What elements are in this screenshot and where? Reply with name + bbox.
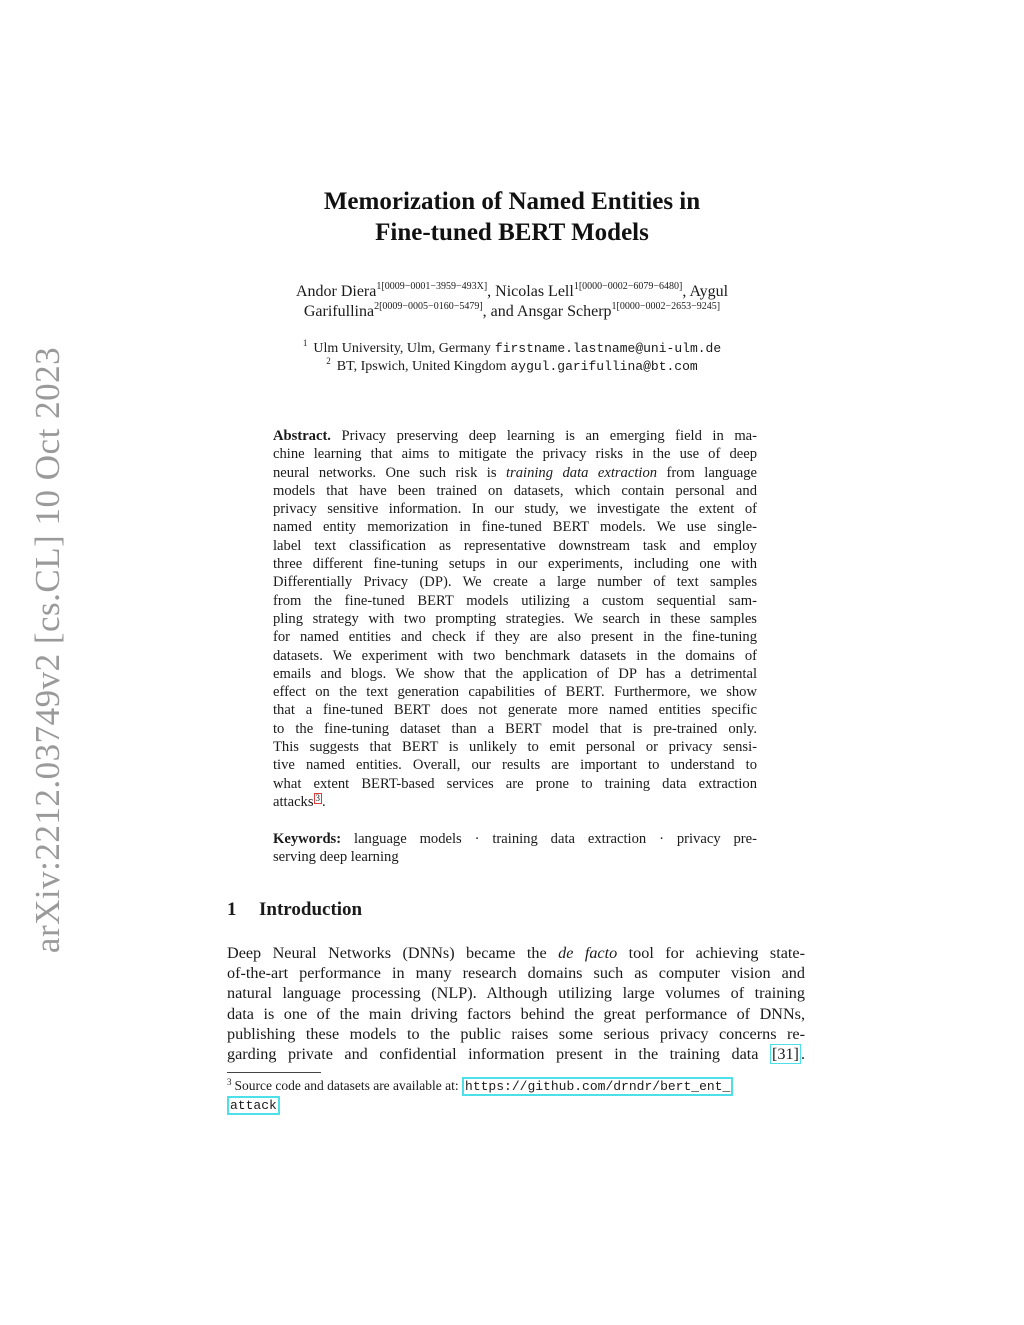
intro-line: natural language processing (NLP). Although utilizing large volumes of training <box>227 984 805 1003</box>
keywords-label: Keywords: <box>273 831 342 847</box>
keywords-line: serving deep learning <box>273 849 399 866</box>
footnote-line <box>227 1077 807 1096</box>
affiliation-text: BT, Ipswich, United Kingdom <box>336 359 507 374</box>
abstract-line: what extent BERT-based services are prone to training data extraction <box>273 775 757 792</box>
keywords-text: language models · training data extraction · privacy pre- <box>354 831 757 847</box>
abstract-line <box>273 793 757 811</box>
author-line-1 <box>0 282 1024 302</box>
abstract-text: attacks <box>273 793 314 810</box>
abstract-text: neural networks. One such risk is <box>273 464 506 481</box>
affiliation-text: Ulm University, Ulm, Germany <box>313 341 491 356</box>
abstract-line: chine learning that aims to mitigate the privacy risks in the use of deep <box>273 446 757 463</box>
affiliation-1 <box>0 340 1024 358</box>
abstract-text: . <box>322 793 326 810</box>
keywords-line <box>273 830 757 848</box>
abstract-line: models that have been trained on datasets, which contain personal and <box>273 482 757 499</box>
intro-text: . <box>800 1044 805 1063</box>
abstract-line <box>273 464 757 482</box>
author-name: , Nicolas Lell <box>487 283 574 300</box>
section-heading <box>227 899 362 921</box>
orcid-id: 2[0009−0005−0160−5479] <box>374 301 483 312</box>
affiliation-email: firstname.lastname@uni-ulm.de <box>494 341 722 356</box>
repo-link[interactable]: https://github.com/drndr/bert_ent_ <box>462 1077 733 1096</box>
abstract-line: Differentially Privacy (DP). We create a large number of text samples <box>273 574 757 591</box>
intro-line <box>227 943 805 963</box>
intro-paragraph <box>227 943 805 1064</box>
abstract-text: from language <box>657 464 757 481</box>
orcid-id: 1[0000−0002−2653−9245] <box>611 301 721 312</box>
intro-text: Deep Neural Networks (DNNs) became the <box>227 944 559 962</box>
arxiv-stamp <box>16 346 80 954</box>
abstract-line: named entity memorization in fine-tuned BERT models. We use single- <box>273 519 757 536</box>
footnote-link[interactable]: 3 <box>315 792 321 803</box>
intro-line: publishing these models to the public raises some serious privacy concerns re- <box>227 1024 805 1043</box>
abstract-emphasis: training data extraction <box>506 464 658 481</box>
footnote-divider <box>227 1072 321 1073</box>
author-line-2 <box>0 302 1024 322</box>
intro-emphasis: de facto <box>558 944 618 962</box>
arxiv-id-text: arXiv:2212.03749v2 [cs.CL] 10 Oct 2023 <box>28 346 68 954</box>
abstract-line <box>273 427 757 445</box>
abstract-line: that a fine-tuned BERT does not generate more named entities specific <box>273 702 757 719</box>
footnote-text: Source code and datasets are available at: <box>234 1078 463 1093</box>
intro-text: garding private and confidential information present in the training data <box>227 1044 770 1063</box>
abstract-line: tive named entities. Overall, our results are important to understand to <box>273 757 757 774</box>
abstract-line: privacy sensitive information. In our study, we investigate the extent of <box>273 501 757 518</box>
title-line-2: Fine-tuned BERT Models <box>375 219 649 246</box>
title-line-1: Memorization of Named Entities in <box>323 188 701 215</box>
footnote-number: 3 <box>227 1077 232 1087</box>
intro-line <box>227 1044 805 1064</box>
abstract-line: pling strategy with two prompting strategies. We search in these samples <box>273 610 757 627</box>
abstract-line: from the fine-tuned BERT models utilizing a custom sequential sam- <box>273 592 757 609</box>
section-number: 1 <box>227 899 237 920</box>
orcid-id: 1[0000−0002−6079−6480] <box>573 281 683 292</box>
citation-link[interactable]: [31] <box>771 1044 799 1063</box>
footnote-line <box>227 1096 807 1115</box>
author-name: , and Ansgar Scherp <box>482 303 612 320</box>
abstract-line: datasets. We experiment with two benchmark datasets in the domains of <box>273 647 757 664</box>
footnote <box>227 1077 807 1115</box>
section-title-text: Introduction <box>259 899 363 920</box>
affiliation-number: 2 <box>326 356 331 366</box>
author-name: , Aygul <box>682 283 729 300</box>
affiliation-email: aygul.garifullina@bt.com <box>510 359 698 374</box>
abstract-line: label text classification as representative downstream task and employ <box>273 537 757 554</box>
affiliation-2 <box>0 358 1024 376</box>
author-list <box>0 282 1024 322</box>
abstract-line: for named entities and check if they are also present in the fine-tuning <box>273 629 757 646</box>
paper-title <box>0 186 1024 248</box>
intro-text: tool for achieving state- <box>617 944 805 962</box>
intro-line: data is one of the main driving factors behind the great performance of DNNs, <box>227 1004 805 1023</box>
abstract-line: effect on the text generation capabilities of BERT. Furthermore, we show <box>273 684 757 701</box>
abstract-line: to the fine-tuning dataset than a BERT model that is pre-trained only. <box>273 720 757 737</box>
intro-line: of-the-art performance in many research domains such as computer vision and <box>227 964 805 983</box>
abstract-text: Privacy preserving deep learning is an emerging field in ma- <box>341 428 758 444</box>
author-name: Garifullina <box>303 303 375 320</box>
affiliation-number: 1 <box>302 338 308 348</box>
orcid-id: 1[0009−0001−3959−493X] <box>376 281 488 292</box>
abstract-line: emails and blogs. We show that the application of DP has a detrimental <box>273 665 757 682</box>
author-name: Andor Diera <box>295 283 377 300</box>
abstract-label: Abstract. <box>273 428 331 444</box>
abstract <box>273 427 757 811</box>
keywords <box>273 830 757 867</box>
affiliations <box>0 340 1024 376</box>
abstract-line: This suggests that BERT is unlikely to emit personal or privacy sensi- <box>273 739 757 756</box>
repo-link-continued[interactable]: attack <box>227 1096 280 1115</box>
abstract-line: three different fine-tuning setups in our experiments, including one with <box>273 556 757 573</box>
